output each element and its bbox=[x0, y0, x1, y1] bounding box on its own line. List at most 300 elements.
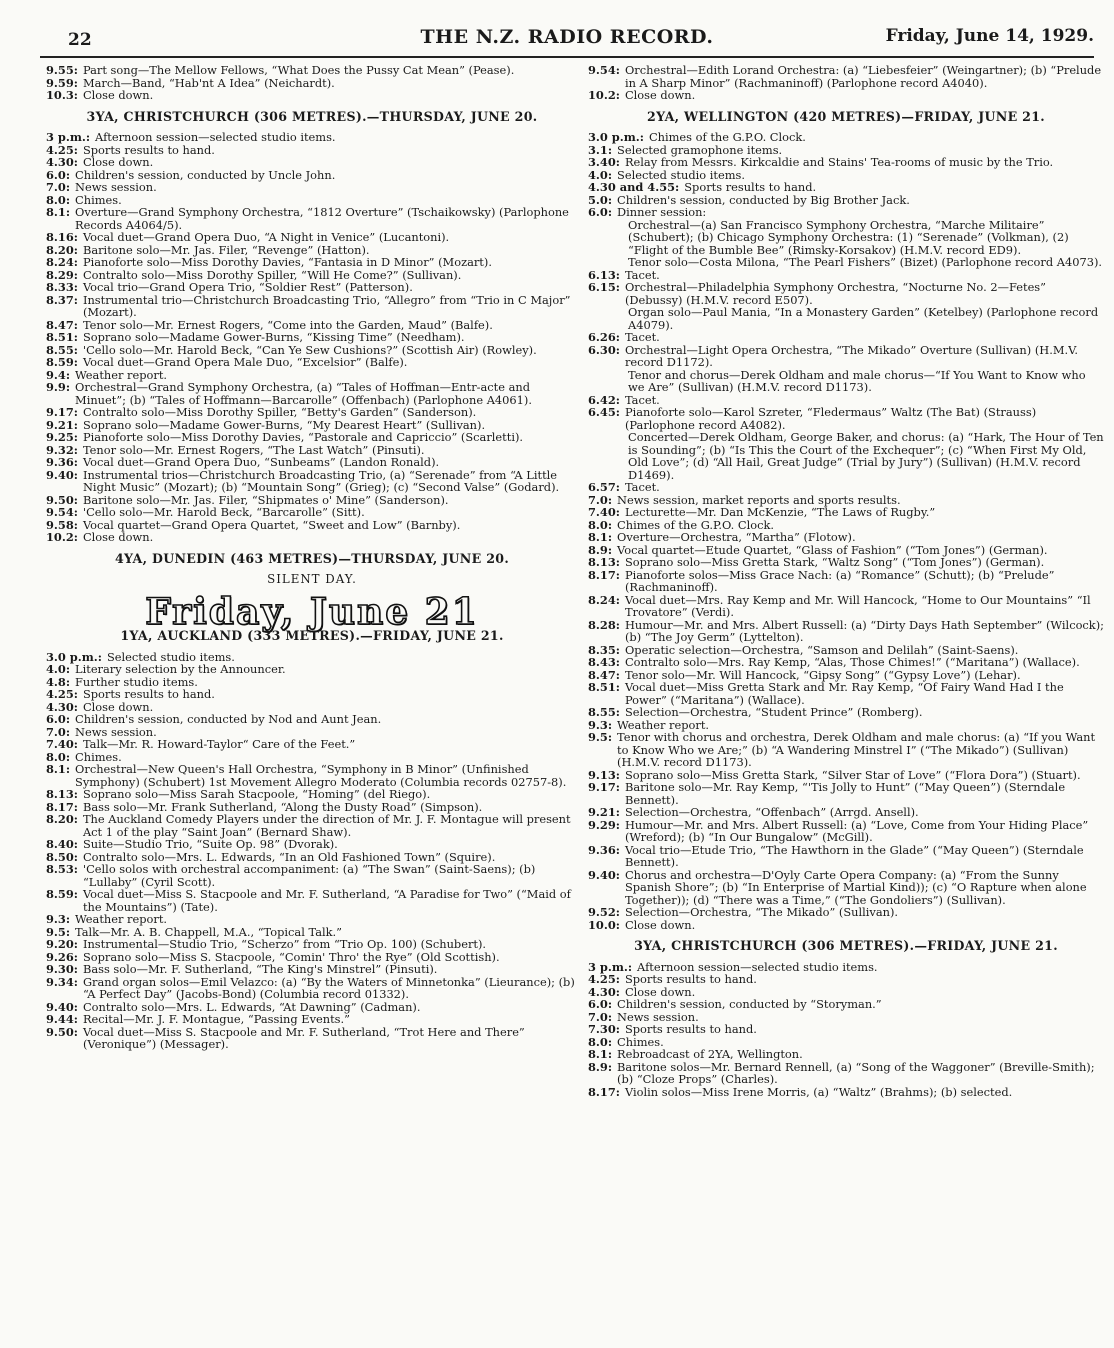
programme-item bbox=[588, 89, 1104, 102]
programme-time: 8.1: bbox=[588, 1047, 613, 1061]
programme-text: Afternoon session—selected studio items. bbox=[637, 959, 878, 974]
programme-time: 6.15: bbox=[588, 280, 620, 294]
issue-date: Friday, June 14, 1929. bbox=[885, 26, 1094, 46]
programme-text: Talk—Mr. A. B. Chappell, M.A., “Topical Talk.” bbox=[75, 924, 342, 939]
programme-text: News session. bbox=[75, 180, 157, 194]
programme-time: 9.40: bbox=[46, 467, 78, 482]
programme-time: 7.30: bbox=[588, 1022, 620, 1036]
programme-item bbox=[46, 713, 578, 726]
programme-time: 8.50: bbox=[46, 849, 78, 864]
programme-time: 8.37: bbox=[46, 292, 78, 307]
station-heading: 4YA, DUNEDIN (463 METRES)—THURSDAY, JUNE 20. bbox=[114, 550, 510, 566]
programme-text: Contralto solo—Miss Dorothy Spiller, “Will He Come?” (Sullivan). bbox=[82, 267, 462, 282]
programme-text: Pianoforte solo—Miss Dorothy Davies, “Pastorale and Capriccio” (Scarletti). bbox=[82, 430, 524, 444]
programme-time: 6.0: bbox=[46, 712, 71, 726]
programme-item bbox=[588, 706, 1104, 719]
programme-text: Concerted—Derek Oldham, George Baker, and chorus: (a) “Hark, The Hour of Ten is Sounding”; (b) “Is This the Court of the Exchequer”; (c) “When First My Old, Old Love”; (d) “All Hail, Great Judge” (Trial by Jury”) (Sullivan) (H.M.V. record D1469). bbox=[628, 430, 1104, 482]
programme-text: Selected studio items. bbox=[106, 649, 235, 664]
programme-subitem bbox=[588, 431, 1104, 481]
programme-time: 9.32: bbox=[46, 442, 78, 457]
programme-time: 8.0: bbox=[46, 192, 71, 207]
programme-item bbox=[46, 1013, 578, 1026]
programme-item bbox=[46, 531, 578, 544]
programme-text: Orchestral—New Queen's Hall Orchestra, “Symphony in B Minor” (Unfinished Symphony) (Schubert) 1st Movement Allegro Moderato (Columbia records 02757-8). bbox=[75, 762, 567, 789]
programme-item bbox=[588, 681, 1104, 706]
programme-item bbox=[588, 919, 1104, 932]
programme-time: 3.0 p.m.: bbox=[588, 130, 644, 144]
programme-text: 'Cello solo—Mr. Harold Beck, “Can Ye Sew Cushions?” (Scottish Air) (Rowley). bbox=[82, 342, 537, 357]
programme-text: Sports results to hand. bbox=[82, 687, 215, 701]
programme-item bbox=[46, 406, 578, 419]
programme-time: 4.25: bbox=[588, 972, 620, 986]
station-heading: 3YA, CHRISTCHURCH (306 METRES).—THURSDAY, JUNE 20. bbox=[86, 108, 538, 124]
programme-text: Close down. bbox=[82, 530, 154, 544]
programme-text: Weather report. bbox=[75, 367, 168, 382]
programme-item bbox=[46, 381, 578, 406]
programme-time: 6.0: bbox=[588, 997, 613, 1011]
programme-time: 9.59: bbox=[46, 75, 78, 90]
programme-time: 8.13: bbox=[588, 555, 620, 569]
programme-text: Tenor with chorus and orchestra, Derek Oldham and male chorus: (a) “If you Want to Know Who we Are;” (b) “A Wandering Minstrel I” (“The Mikado”) (Sullivan) (H.M.V. record D1173). bbox=[617, 730, 1096, 769]
masthead bbox=[40, 22, 1094, 58]
programme-item bbox=[46, 256, 578, 269]
programme-time: 4.30: bbox=[46, 155, 78, 169]
programme-time: 9.58: bbox=[46, 517, 78, 532]
programme-item bbox=[588, 556, 1104, 569]
programme-item bbox=[46, 688, 578, 701]
programme-time: 4.0: bbox=[588, 167, 613, 182]
programme-time: 10.2: bbox=[588, 88, 620, 102]
programme-item bbox=[46, 294, 578, 319]
day-heading: Friday, June 21 bbox=[145, 590, 479, 633]
programme-text: Chimes of the G.P.O. Clock. bbox=[648, 130, 806, 144]
programme-item bbox=[46, 281, 578, 294]
programme-time: 6.30: bbox=[588, 342, 620, 357]
programme-time: 3 p.m.: bbox=[46, 130, 91, 144]
programme-item bbox=[588, 731, 1104, 769]
programme-time: 8.47: bbox=[588, 667, 620, 682]
programme-time: 9.21: bbox=[46, 417, 78, 432]
programme-text: Humour—Mr. and Mrs. Albert Russell: (a) “Love, Come from Your Hiding Place” (Wreford); (b) “In Our Bungalow” (McGill). bbox=[624, 817, 1089, 844]
programme-item bbox=[46, 976, 578, 1001]
programme-item bbox=[588, 998, 1104, 1011]
station-heading: 3YA, CHRISTCHURCH (306 METRES).—FRIDAY, JUNE 21. bbox=[634, 938, 1058, 953]
programme-text: Close down. bbox=[82, 155, 154, 169]
programme-item bbox=[46, 156, 578, 169]
programme-text: News session. bbox=[75, 724, 157, 739]
programme-item bbox=[46, 506, 578, 519]
programme-text: Contralto solo—Mrs. Ray Kemp, “Alas, Those Chimes!” (“Maritana”) (Wallace). bbox=[624, 655, 1080, 669]
programme-time: 10.0: bbox=[588, 917, 620, 932]
programme-item bbox=[588, 481, 1104, 494]
programme-text: Pianoforte solos—Miss Grace Nach: (a) “Romance” (Schutt); (b) “Prelude” (Rachmaninoff). bbox=[624, 567, 1055, 594]
programme-text: Tacet. bbox=[624, 480, 660, 494]
programme-item bbox=[588, 181, 1104, 194]
programme-text: Selected studio items. bbox=[617, 167, 745, 182]
programme-text: Literary selection by the Announcer. bbox=[75, 662, 286, 676]
programme-time: 9.9: bbox=[46, 380, 71, 394]
programme-time: 8.35: bbox=[588, 642, 620, 657]
programme-time: 8.17: bbox=[46, 799, 78, 814]
programme-text: Chimes. bbox=[617, 1034, 664, 1049]
programme-time: 8.55: bbox=[46, 342, 78, 357]
programme-text: Violin solos—Miss Irene Morris, (a) “Waltz” (Brahms); (b) selected. bbox=[624, 1084, 1013, 1099]
publication-title: THE N.Z. RADIO RECORD. bbox=[420, 26, 714, 48]
programme-text: Tacet. bbox=[624, 267, 660, 282]
left-column bbox=[46, 64, 578, 1051]
programme-time: 8.20: bbox=[46, 812, 78, 826]
programme-item bbox=[588, 1023, 1104, 1036]
programme-text: Baritone solo—Mr. Jas. Filer, “Revenge” (Hatton). bbox=[82, 242, 370, 257]
programme-item bbox=[588, 844, 1104, 869]
programme-item bbox=[588, 806, 1104, 819]
programme-time: 7.0: bbox=[588, 492, 613, 507]
programme-time: 9.20: bbox=[46, 937, 78, 951]
programme-text: Sports results to hand. bbox=[624, 1022, 757, 1036]
programme-time: 9.40: bbox=[588, 867, 620, 882]
programme-item bbox=[46, 89, 578, 102]
programme-item bbox=[588, 281, 1104, 306]
programme-text: Vocal trio—Grand Opera Trio, “Soldier Rest” (Patterson). bbox=[82, 280, 413, 294]
programme-text: Chimes. bbox=[75, 749, 122, 764]
programme-item bbox=[588, 206, 1104, 219]
programme-time: 8.13: bbox=[46, 787, 78, 801]
programme-item bbox=[46, 431, 578, 444]
programme-text: Close down. bbox=[624, 88, 696, 102]
programme-time: 8.33: bbox=[46, 280, 78, 294]
programme-text: Vocal duet—Grand Opera Male Duo, “Excelsior” (Balfe). bbox=[82, 355, 408, 369]
programme-time: 8.1: bbox=[46, 205, 71, 219]
programme-time: 9.3: bbox=[46, 912, 71, 926]
programme-time: 9.36: bbox=[46, 455, 78, 469]
programme-text: 'Cello solos with orchestral accompaniment: (a) “The Swan” (Saint-Saens); (b) “Lullaby” (Cyril Scott). bbox=[82, 862, 536, 889]
programme-item bbox=[588, 1061, 1104, 1086]
programme-time: 4.30: bbox=[46, 699, 78, 714]
programme-time: 8.1: bbox=[588, 530, 613, 544]
programme-time: 9.40: bbox=[46, 999, 78, 1014]
programme-text: Sports results to hand. bbox=[82, 142, 215, 157]
programme-time: 9.36: bbox=[588, 842, 620, 857]
programme-item bbox=[588, 973, 1104, 986]
programme-text: Vocal duet—Grand Opera Duo, “A Night in Venice” (Lucantoni). bbox=[82, 230, 450, 244]
programme-text: Tenor solo—Mr. Ernest Rogers, “The Last Watch” (Pinsuti). bbox=[82, 442, 425, 457]
programme-text: Close down. bbox=[624, 917, 696, 932]
station-heading: 2YA, WELLINGTON (420 METRES)—FRIDAY, JUNE 21. bbox=[647, 108, 1045, 124]
programme-item bbox=[588, 506, 1104, 519]
programme-text: Close down. bbox=[82, 88, 154, 102]
programme-time: 7.0: bbox=[46, 180, 71, 194]
programme-time: 9.13: bbox=[588, 767, 620, 782]
programme-time: 6.26: bbox=[588, 330, 620, 344]
programme-subitem bbox=[588, 256, 1104, 269]
programme-time: 6.0: bbox=[46, 167, 71, 182]
programme-item bbox=[46, 64, 578, 77]
programme-text: Pianoforte solo—Karol Szreter, “Fledermaus” Waltz (The Bat) (Strauss) (Parlophone record A4082). bbox=[624, 405, 1037, 432]
programme-text: Close down. bbox=[82, 699, 154, 714]
programme-item bbox=[588, 781, 1104, 806]
programme-time: 8.40: bbox=[46, 837, 78, 851]
programme-item bbox=[588, 869, 1104, 907]
programme-text: Orchestral—Edith Lorand Orchestra: (a) “Liebesfeier” (Weingartner); (b) “Prelude in A Sharp Minor” (Rachmaninoff) (Parlophone record A4040). bbox=[624, 63, 1102, 90]
programme-time: 9.17: bbox=[588, 780, 620, 794]
programme-item bbox=[46, 181, 578, 194]
programme-item bbox=[46, 231, 578, 244]
programme-time: 8.9: bbox=[588, 1059, 613, 1074]
programme-text: Orchestral—Philadelphia Symphony Orchestra, “Nocturne No. 2—Fetes” (Debussy) (H.M.V. record E507). bbox=[624, 280, 1046, 307]
programme-time: 8.59: bbox=[46, 355, 78, 369]
programme-time: 9.5: bbox=[588, 730, 613, 744]
programme-time: 9.4: bbox=[46, 367, 71, 382]
programme-time: 3.0 p.m.: bbox=[46, 649, 102, 664]
programme-item bbox=[46, 131, 578, 144]
programme-text: News session, market reports and sports results. bbox=[617, 492, 901, 507]
programme-time: 6.13: bbox=[588, 267, 620, 282]
programme-text: Tacet. bbox=[624, 392, 660, 407]
programme-time: 10.2: bbox=[46, 530, 78, 544]
programme-item bbox=[588, 594, 1104, 619]
programme-item bbox=[588, 64, 1104, 89]
right-column bbox=[588, 64, 1104, 1098]
programme-text: Children's session, conducted by Big Brother Jack. bbox=[617, 192, 910, 207]
programme-time: 9.21: bbox=[588, 805, 620, 819]
programme-text: Humour—Mr. and Mrs. Albert Russell: (a) “Dirty Days Hath September” (Wilcock); (b) “The Joy Germ” (Lyttelton). bbox=[624, 617, 1104, 644]
programme-text: Vocal duet—Miss Gretta Stark and Mr. Ray Kemp, “Of Fairy Wand Had I the Power” (“Maritana”) (Wallace). bbox=[624, 680, 1064, 707]
programme-text: Soprano solo—Madame Gower-Burns, “My Dearest Heart” (Sullivan). bbox=[82, 417, 486, 432]
programme-text: Further studio items. bbox=[75, 674, 198, 689]
station-heading: 1YA, AUCKLAND (333 METRES).—FRIDAY, JUNE 21. bbox=[120, 628, 504, 643]
programme-text: Part song—The Mellow Fellows, “What Does the Pussy Cat Mean” (Pease). bbox=[82, 63, 515, 77]
programme-time: 8.24: bbox=[588, 592, 620, 607]
programme-item bbox=[46, 863, 578, 888]
programme-item bbox=[46, 763, 578, 788]
programme-time: 8.0: bbox=[588, 517, 613, 532]
programme-time: 6.45: bbox=[588, 405, 620, 419]
programme-text: Instrumental trio—Christchurch Broadcasting Trio, “Allegro” from “Trio in C Major” (Mozart). bbox=[82, 292, 571, 319]
programme-item bbox=[46, 813, 578, 838]
programme-text: Recital—Mr. J. F. Montague, “Passing Events.” bbox=[82, 1012, 350, 1026]
programme-time: 8.55: bbox=[588, 705, 620, 719]
programme-text: Close down. bbox=[624, 984, 696, 999]
programme-time: 9.52: bbox=[588, 905, 620, 919]
programme-text: Soprano solo—Miss Gretta Stark, “Waltz Song” (“Tom Jones”) (German). bbox=[624, 555, 1045, 569]
programme-text: Children's session, conducted by Uncle John. bbox=[75, 167, 336, 182]
programme-text: Soprano solo—Miss Sarah Stacpoole, “Homing” (del Riego). bbox=[82, 787, 431, 801]
programme-text: Vocal quartet—Grand Opera Quartet, “Sweet and Low” (Barnby). bbox=[82, 517, 461, 532]
programme-time: 7.40: bbox=[46, 737, 78, 751]
programme-time: 8.16: bbox=[46, 230, 78, 244]
programme-text: Grand organ solos—Emil Velazco: (a) “By the Waters of Minnetonka” (Lieurance); (b) “A Perfect Day” (Jacobs-Bond) (Columbia record 01332). bbox=[82, 974, 575, 1001]
programme-time: 8.43: bbox=[588, 655, 620, 669]
programme-text: Instrumental—Studio Trio, “Scherzo” from “Trio Op. 100) (Schubert). bbox=[82, 937, 487, 951]
programme-item bbox=[588, 619, 1104, 644]
programme-text: Contralto solo—Mrs. L. Edwards, “At Dawning” (Cadman). bbox=[82, 999, 421, 1014]
programme-time: 7.0: bbox=[46, 724, 71, 739]
programme-item bbox=[46, 206, 578, 231]
programme-text: Selected gramophone items. bbox=[617, 142, 783, 157]
programme-time: 8.47: bbox=[46, 317, 78, 332]
programme-time: 6.57: bbox=[588, 480, 620, 494]
programme-text: Talk—Mr. R. Howard-Taylor“ Care of the Feet.” bbox=[82, 737, 356, 751]
programme-item bbox=[46, 663, 578, 676]
programme-time: 9.26: bbox=[46, 949, 78, 964]
programme-item bbox=[588, 131, 1104, 144]
programme-item bbox=[588, 531, 1104, 544]
programme-item bbox=[46, 913, 578, 926]
programme-time: 8.59: bbox=[46, 887, 78, 901]
programme-time: 3.40: bbox=[588, 155, 620, 169]
programme-item bbox=[588, 156, 1104, 169]
programme-text: Baritone solo—Mr. Jas. Filer, “Shipmates o' Mine” (Sanderson). bbox=[82, 492, 449, 507]
programme-item bbox=[46, 963, 578, 976]
programme-text: Relay from Messrs. Kirkcaldie and Stains' Tea-rooms of music by the Trio. bbox=[624, 155, 1054, 169]
programme-subitem bbox=[588, 219, 1104, 257]
programme-time: 8.17: bbox=[588, 1084, 620, 1099]
programme-item bbox=[588, 906, 1104, 919]
programme-text: Tacet. bbox=[624, 330, 660, 344]
programme-time: 9.34: bbox=[46, 974, 78, 989]
programme-time: 3.1: bbox=[588, 142, 613, 157]
programme-time: 9.44: bbox=[46, 1012, 78, 1026]
programme-text: Children's session, conducted by “Storyman.” bbox=[617, 997, 882, 1011]
programme-time: 9.50: bbox=[46, 1024, 78, 1039]
programme-text: Soprano solo—Madame Gower-Burns, “Kissing Time” (Needham). bbox=[82, 330, 465, 344]
programme-time: 3 p.m.: bbox=[588, 959, 633, 974]
programme-item bbox=[588, 331, 1104, 344]
programme-item bbox=[46, 331, 578, 344]
programme-text: The Auckland Comedy Players under the direction of Mr. J. F. Montague will present Act 1 of the play “Saint Joan” (Bernard Shaw). bbox=[82, 812, 571, 839]
programme-item bbox=[588, 406, 1104, 431]
programme-text: Suite—Studio Trio, “Suite Op. 98” (Dvorak). bbox=[82, 837, 338, 851]
programme-item bbox=[588, 1086, 1104, 1099]
programme-text: Vocal duet—Miss S. Stacpoole and Mr. F. Sutherland, “A Paradise for Two” (“Maid of the Mountains”) (Tate). bbox=[82, 887, 571, 914]
programme-time: 7.40: bbox=[588, 505, 620, 519]
programme-text: Selection—Orchestra, “The Mikado” (Sullivan). bbox=[624, 905, 899, 919]
programme-item bbox=[588, 344, 1104, 369]
programme-text: Afternoon session—selected studio items. bbox=[95, 130, 336, 144]
programme-item bbox=[588, 819, 1104, 844]
programme-item bbox=[588, 569, 1104, 594]
programme-text: Pianoforte solo—Miss Dorothy Davies, “Fantasia in D Minor” (Mozart). bbox=[82, 255, 492, 269]
programme-text: Children's session, conducted by Nod and Aunt Jean. bbox=[75, 712, 382, 726]
programme-text: Chimes. bbox=[75, 192, 122, 207]
programme-text: Soprano solo—Miss Gretta Stark, “Silver Star of Love” (“Flora Dora”) (Stuart). bbox=[624, 767, 1081, 782]
programme-time: 9.29: bbox=[588, 817, 620, 832]
programme-text: Tenor solo—Mr. Will Hancock, “Gipsy Song” (“Gypsy Love”) (Lehar). bbox=[624, 667, 1021, 682]
programme-text: Sports results to hand. bbox=[624, 972, 757, 986]
programme-time: 8.24: bbox=[46, 255, 78, 269]
programme-item bbox=[46, 469, 578, 494]
programme-text: Overture—Grand Symphony Orchestra, “1812 Overture” (Tschaikowsky) (Parlophone Records A4064/5). bbox=[75, 205, 569, 232]
programme-time: 8.53: bbox=[46, 862, 78, 876]
programme-text: Rebroadcast of 2YA, Wellington. bbox=[617, 1047, 803, 1061]
programme-item bbox=[46, 356, 578, 369]
programme-time: 6.0: bbox=[588, 205, 613, 219]
programme-subitem bbox=[588, 369, 1104, 394]
programme-time: 7.0: bbox=[588, 1009, 613, 1024]
programme-text: Overture—Orchestra, “Martha” (Flotow). bbox=[617, 530, 856, 544]
programme-time: 8.1: bbox=[46, 762, 71, 776]
programme-text: Vocal trio—Etude Trio, “The Hawthorn in the Glade” (“May Queen”) (Sterndale Bennett). bbox=[624, 842, 1084, 869]
programme-text: Instrumental trios—Christchurch Broadcasting Trio, (a) “Serenade” from “A Little Night Music” (Mozart); (b) “Mountain Song” (Grieg); (c) “Second Valse” (Godard). bbox=[82, 467, 560, 494]
programme-subitem bbox=[588, 306, 1104, 331]
programme-text: Organ solo—Paul Mania, “In a Monastery Garden” (Ketelbey) (Parlophone record A4079). bbox=[628, 305, 1099, 332]
page-number: 22 bbox=[68, 30, 92, 50]
programme-text: Operatic selection—Orchestra, “Samson and Delilah” (Saint-Saens). bbox=[624, 642, 1019, 657]
programme-time: 4.8: bbox=[46, 674, 71, 689]
programme-text: Bass solo—Mr. F. Sutherland, “The King's Minstrel” (Pinsuti). bbox=[82, 962, 438, 976]
programme-time: 9.50: bbox=[46, 492, 78, 507]
programme-time: 8.29: bbox=[46, 267, 78, 282]
programme-text: Tenor and chorus—Derek Oldham and male chorus—“If You Want to Know who we Are” (Sullivan) (H.M.V. record D1173). bbox=[628, 367, 1086, 394]
programme-text: Baritone solos—Mr. Bernard Rennell, (a) “Song of the Waggoner” (Breville-Smith); (b) “Cloze Props” (Charles). bbox=[617, 1059, 1095, 1086]
programme-item bbox=[46, 1026, 578, 1051]
programme-item bbox=[46, 838, 578, 851]
programme-time: 10.3: bbox=[46, 88, 78, 102]
programme-time: 9.30: bbox=[46, 962, 78, 976]
programme-time: 8.28: bbox=[588, 617, 620, 632]
programme-time: 8.0: bbox=[46, 749, 71, 764]
programme-text: Bass solo—Mr. Frank Sutherland, “Along the Dusty Road” (Simpson). bbox=[82, 799, 483, 814]
programme-text: Lecturette—Mr. Dan McKenzie, “The Laws of Rugby.” bbox=[624, 505, 936, 519]
programme-item bbox=[588, 656, 1104, 669]
programme-time: 4.0: bbox=[46, 662, 71, 676]
programme-text: Vocal duet—Grand Opera Duo, “Sunbeams” (Landon Ronald). bbox=[82, 455, 440, 469]
programme-text: Tenor solo—Mr. Ernest Rogers, “Come into the Garden, Maud” (Balfe). bbox=[82, 317, 493, 332]
programme-text: Soprano solo—Miss S. Stacpoole, “Comin' Thro' the Rye” (Old Scottish). bbox=[82, 949, 500, 964]
programme-time: 9.54: bbox=[46, 505, 78, 519]
programme-time: 4.30 and 4.55: bbox=[588, 180, 680, 194]
programme-text: Chimes of the G.P.O. Clock. bbox=[617, 517, 775, 532]
programme-time: 8.51: bbox=[46, 330, 78, 344]
programme-text: Vocal duet—Mrs. Ray Kemp and Mr. Will Hancock, “Home to Our Mountains” “Il Trovatore” (Verdi). bbox=[624, 592, 1091, 619]
programme-time: 4.25: bbox=[46, 142, 78, 157]
programme-time: 8.9: bbox=[588, 542, 613, 557]
programme-text: 'Cello solo—Mr. Harold Beck, “Barcarolle” (Sitt). bbox=[82, 505, 365, 519]
programme-text: Tenor solo—Costa Milona, “The Pearl Fishers” (Bizet) (Parlophone record A4073). bbox=[628, 255, 1103, 269]
programme-item bbox=[46, 888, 578, 913]
programme-item bbox=[46, 788, 578, 801]
programme-text: Weather report. bbox=[75, 912, 168, 926]
programme-time: 8.20: bbox=[46, 242, 78, 257]
programme-text: Weather report. bbox=[617, 717, 710, 732]
programme-item bbox=[46, 456, 578, 469]
programme-text: Selection—Orchestra, “Offenbach” (Arrgd. Ansell). bbox=[624, 805, 919, 819]
programme-time: 4.30: bbox=[588, 984, 620, 999]
programme-time: 8.17: bbox=[588, 567, 620, 582]
programme-text: Orchestral—Light Opera Orchestra, “The Mikado” Overture (Sullivan) (H.M.V. record D1172). bbox=[624, 342, 1078, 369]
programme-time: 9.25: bbox=[46, 430, 78, 444]
programme-text: Orchestral—(a) San Francisco Symphony Orchestra, “Marche Militaire” (Schubert); (b) Chicago Symphony Orchestra: (1) “Serenade” (Volkman), (2) “Flight of the Bumble Bee” (Rimsky-Korsakov) (H.M.V. record ED9). bbox=[628, 217, 1069, 257]
programme-time: 9.3: bbox=[588, 717, 613, 732]
programme-time: 9.5: bbox=[46, 924, 71, 939]
programme-text: Sports results to hand. bbox=[684, 180, 817, 194]
programme-text: Chorus and orchestra—D'Oyly Carte Opera Company: (a) “From the Sunny Spanish Shore”; (b) “In Enterprise of Martial Kind)); (c) “O Rapture when alone Together)); (d) “There was a Time,” (“The Gondoliers”) (Sullivan). bbox=[624, 867, 1087, 907]
programme-item bbox=[46, 938, 578, 951]
programme-time: 5.0: bbox=[588, 192, 613, 207]
programme-text: Baritone solo—Mr. Ray Kemp, “'Tis Jolly to Hunt” (“May Queen”) (Sterndale Bennett). bbox=[624, 780, 1066, 807]
programme-text: March—Band, “Hab'nt A Idea” (Neichardt). bbox=[82, 75, 335, 90]
programme-time: 9.54: bbox=[588, 63, 620, 77]
programme-time: 8.0: bbox=[588, 1034, 613, 1049]
programme-text: Dinner session: bbox=[617, 205, 707, 219]
programme-text: Contralto solo—Miss Dorothy Spiller, “Betty's Garden” (Sanderson). bbox=[82, 405, 477, 419]
schedule-note: SILENT DAY. bbox=[267, 572, 357, 586]
programme-item bbox=[46, 738, 578, 751]
programme-text: Selection—Orchestra, “Student Prince” (Romberg). bbox=[624, 705, 923, 719]
programme-text: Contralto solo—Mrs. L. Edwards, “In an Old Fashioned Town” (Squire). bbox=[82, 849, 496, 864]
programme-item bbox=[588, 1048, 1104, 1061]
programme-text: Vocal duet—Miss S. Stacpoole and Mr. F. Sutherland, “Trot Here and There” (Veronique”) (Messager). bbox=[82, 1024, 525, 1051]
